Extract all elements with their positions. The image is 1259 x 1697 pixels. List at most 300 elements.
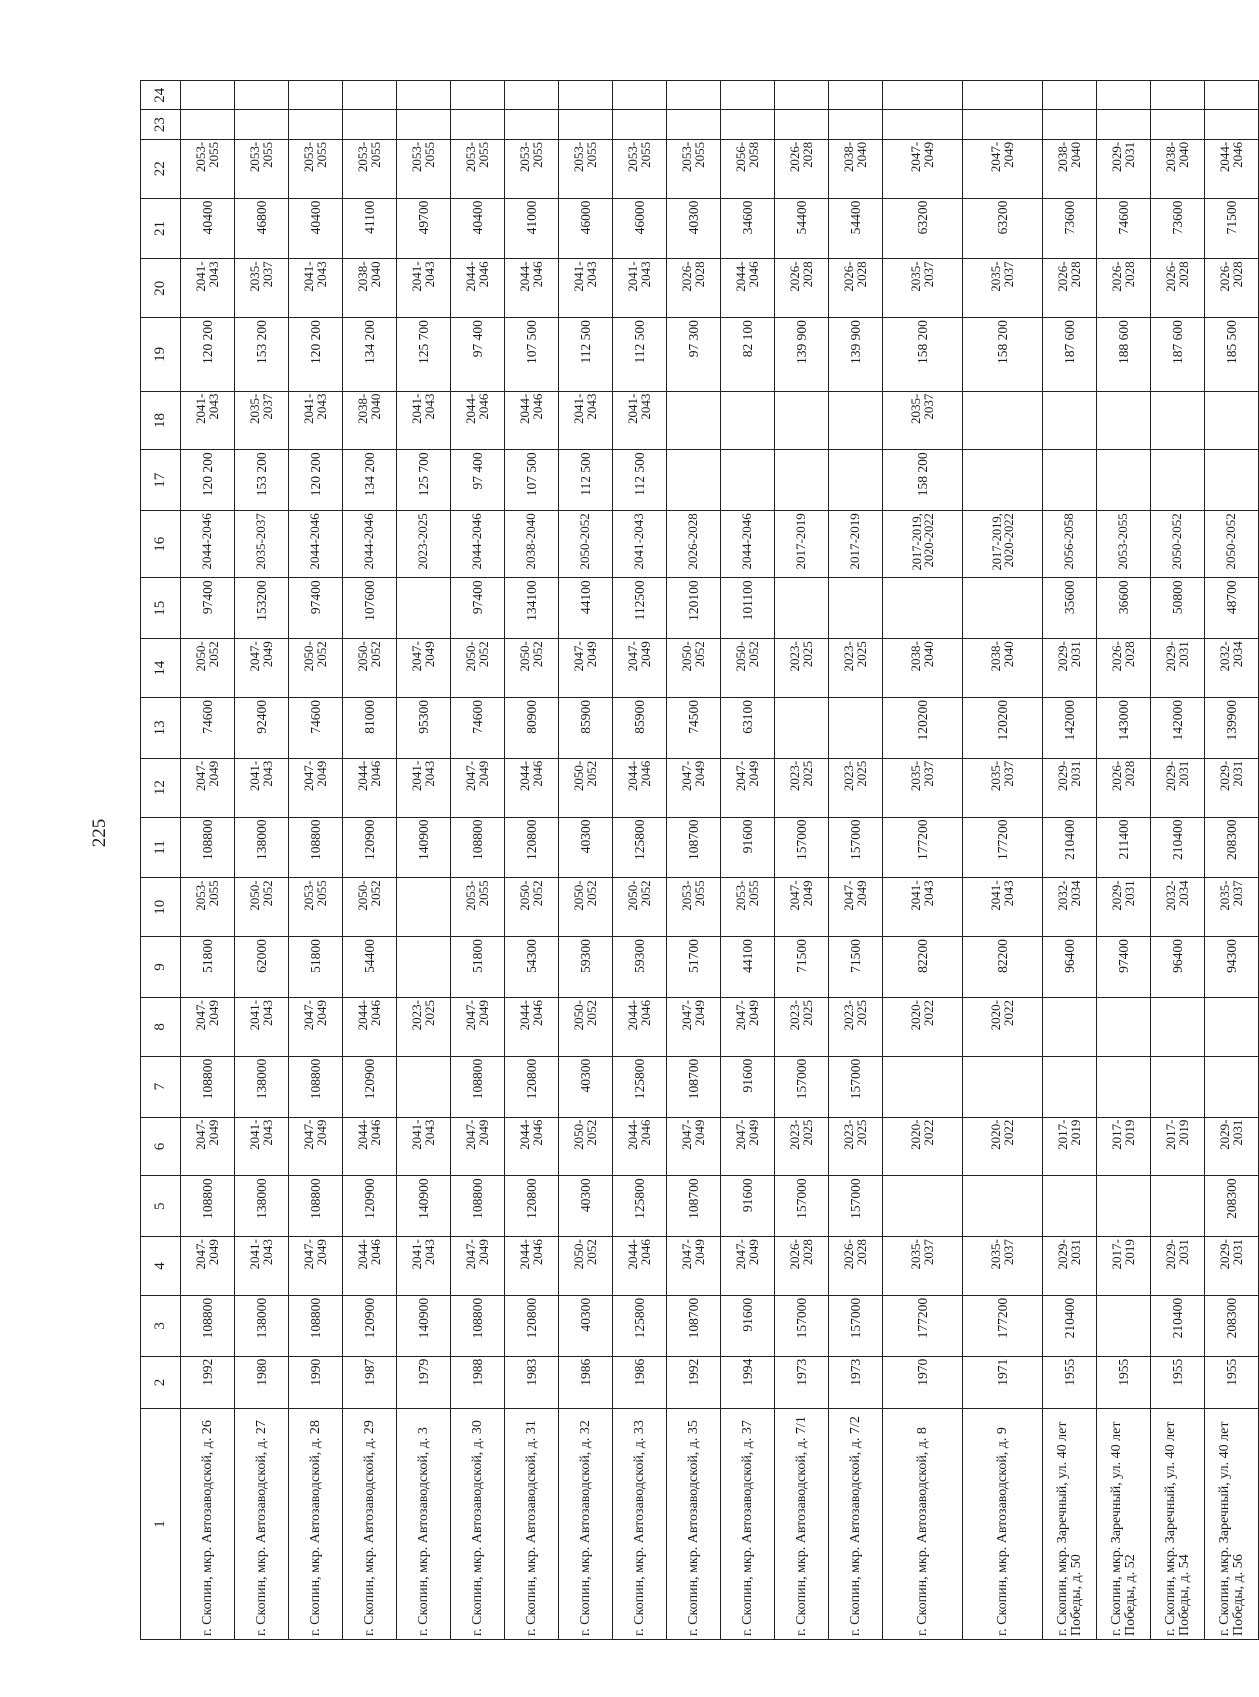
table-cell: 108800 [289, 1056, 343, 1117]
table-cell: 95300 [397, 697, 451, 758]
table-cell: 2044-2046 [505, 259, 559, 318]
table-cell: 2017-2019 [829, 511, 883, 578]
table-cell: 97400 [289, 578, 343, 639]
table-cell: 120900 [343, 1056, 397, 1117]
table-cell: 139 900 [775, 318, 829, 391]
address-cell: г. Скопин, мкр. Автозаводской, д. 7/2 [829, 1409, 883, 1640]
table-cell [1043, 450, 1097, 511]
table-cell [1151, 391, 1205, 450]
table-cell: 59300 [613, 937, 667, 998]
table-cell: 125 700 [397, 450, 451, 511]
table-cell: 2029-2031 [1205, 1237, 1259, 1296]
table-cell: 2026-2028 [829, 259, 883, 318]
table-cell: 108800 [181, 1056, 235, 1117]
table-cell: 44100 [559, 578, 613, 639]
table-cell: 2047-2049 [181, 1237, 235, 1296]
table-cell: 49700 [397, 198, 451, 259]
table-cell: 2035-2037 [963, 1237, 1043, 1296]
table-cell: 2047-2049 [721, 758, 775, 817]
table-row [829, 81, 883, 1640]
table-cell: 2053-2055 [289, 139, 343, 198]
table-cell: 2041-2043 [397, 259, 451, 318]
table-cell: 73600 [1043, 198, 1097, 259]
table-cell: 2020-2022 [883, 1117, 963, 1176]
table-cell: 2029-2031 [1205, 1117, 1259, 1176]
table-cell: 2026-2028 [775, 259, 829, 318]
table-row [883, 81, 963, 1640]
table-cell: 2044-2046 [613, 997, 667, 1056]
table-cell: 36600 [1097, 578, 1151, 639]
table-cell: 2038-2040 [1151, 139, 1205, 198]
table-cell: 51700 [667, 937, 721, 998]
table-cell: 2029-2031 [1043, 758, 1097, 817]
table-cell: 143000 [1097, 697, 1151, 758]
table-cell: 97400 [1097, 937, 1151, 998]
table-cell: 1983 [505, 1356, 559, 1408]
table-cell: 74600 [181, 697, 235, 758]
table-cell: 2020-2022 [963, 997, 1043, 1056]
table-cell [397, 81, 451, 110]
table-cell [963, 1176, 1043, 1237]
table-cell [397, 110, 451, 139]
table-cell: 2044-2046 [613, 1117, 667, 1176]
table-cell [775, 578, 829, 639]
address-cell: г. Скопин, мкр. Автозаводской, д. 26 [181, 1409, 235, 1640]
table-cell: 97 400 [451, 450, 505, 511]
table-cell [1151, 110, 1205, 139]
table-row [1097, 81, 1151, 1640]
table-cell: 1973 [829, 1356, 883, 1408]
table-cell: 158 200 [883, 450, 963, 511]
table-cell: 108800 [181, 1176, 235, 1237]
table-cell [1205, 81, 1259, 110]
table-cell [1097, 997, 1151, 1056]
table-cell: 2044-2046 [451, 511, 505, 578]
table-cell: 2017-2019 [1151, 1117, 1205, 1176]
table-row [181, 81, 235, 1640]
address-cell: г. Скопин, мкр. Заречный, ул. 40 лет Победы, д. 56 [1205, 1409, 1259, 1640]
table-cell: 153 200 [235, 318, 289, 391]
table-cell: 94300 [1205, 937, 1259, 998]
table-cell [829, 578, 883, 639]
table-cell: 138000 [235, 1176, 289, 1237]
table-cell: 2047-2049 [289, 1117, 343, 1176]
table-cell [235, 81, 289, 110]
table-row [343, 81, 397, 1640]
table-cell: 108700 [667, 1295, 721, 1356]
table-cell: 138000 [235, 817, 289, 878]
table-cell: 2041-2043 [235, 1237, 289, 1296]
address-cell: г. Скопин, мкр. Автозаводской, д. 7/1 [775, 1409, 829, 1640]
table-cell: 2053-2055 [235, 139, 289, 198]
table-cell: 177200 [963, 817, 1043, 878]
table-cell: 210400 [1151, 1295, 1205, 1356]
table-cell [963, 81, 1043, 110]
table-cell: 46000 [559, 198, 613, 259]
table-cell: 1990 [289, 1356, 343, 1408]
table-cell: 2047-2049 [613, 639, 667, 698]
table-cell: 177200 [963, 1295, 1043, 1356]
table-cell [1205, 997, 1259, 1056]
address-cell: г. Скопин, мкр. Автозаводской, д. 9 [963, 1409, 1043, 1640]
table-cell: 2044-2046 [505, 997, 559, 1056]
table-cell: 2053-2055 [505, 139, 559, 198]
table-row [235, 81, 289, 1640]
table-cell [1043, 391, 1097, 450]
table-cell: 2047-2049 [289, 758, 343, 817]
table-cell: 2029-2031 [1151, 639, 1205, 698]
table-cell: 2029-2031 [1151, 758, 1205, 817]
table-cell: 157000 [829, 1176, 883, 1237]
column-number-cell: 22 [141, 139, 181, 198]
table-cell: 1992 [667, 1356, 721, 1408]
table-cell: 120900 [343, 1176, 397, 1237]
table-row [559, 81, 613, 1640]
table-cell: 1971 [963, 1356, 1043, 1408]
table-cell: 177200 [883, 817, 963, 878]
table-cell: 2026-2028 [1043, 259, 1097, 318]
table-cell: 2026-2028 [1205, 259, 1259, 318]
table-cell: 2053-2055 [559, 139, 613, 198]
table-cell: 2047-2049 [397, 639, 451, 698]
table-cell: 2026-2028 [667, 259, 721, 318]
table-cell: 2038-2040 [963, 639, 1043, 698]
table-cell: 46000 [613, 198, 667, 259]
table-cell [1097, 391, 1151, 450]
table-cell: 71500 [829, 937, 883, 998]
table-cell: 2047-2049 [667, 1117, 721, 1176]
table-cell [397, 937, 451, 998]
table-cell [397, 878, 451, 937]
table-cell: 2044-2046 [505, 758, 559, 817]
table-cell: 125800 [613, 1056, 667, 1117]
table-cell: 2032-2034 [1151, 878, 1205, 937]
table-cell: 2017-2019 [775, 511, 829, 578]
table-cell: 2047-2049 [289, 1237, 343, 1296]
table-cell: 50800 [1151, 578, 1205, 639]
table-cell: 140900 [397, 1295, 451, 1356]
table-cell: 2029-2031 [1151, 1237, 1205, 1296]
table-cell: 120 200 [289, 450, 343, 511]
table-cell: 96400 [1043, 937, 1097, 998]
table-cell: 2044-2046 [451, 391, 505, 450]
table-cell: 2035-2037 [1205, 878, 1259, 937]
table-cell: 2047-2049 [559, 639, 613, 698]
table-cell: 177200 [883, 1295, 963, 1356]
table-cell: 2053-2055 [451, 878, 505, 937]
table-cell: 120 200 [181, 318, 235, 391]
table-cell: 2035-2037 [963, 758, 1043, 817]
table-cell: 2047-2049 [181, 758, 235, 817]
table-cell: 2047-2049 [235, 639, 289, 698]
table-cell: 2050-2052 [343, 639, 397, 698]
table-cell: 2044-2046 [181, 511, 235, 578]
table-cell [1205, 110, 1259, 139]
table-cell [829, 81, 883, 110]
table-cell: 59300 [559, 937, 613, 998]
table-cell [775, 697, 829, 758]
table-cell: 74600 [451, 697, 505, 758]
address-cell: г. Скопин, мкр. Заречный, ул. 40 лет Победы, д. 50 [1043, 1409, 1097, 1640]
table-cell: 2026-2028 [1097, 758, 1151, 817]
table-cell [721, 81, 775, 110]
table-row [1043, 81, 1097, 1640]
table-cell: 125800 [613, 1176, 667, 1237]
rotated-table-container [140, 80, 1246, 1640]
table-cell: 120900 [343, 1295, 397, 1356]
table-cell: 2047-2049 [667, 758, 721, 817]
table-cell: 44100 [721, 937, 775, 998]
table-cell: 1973 [775, 1356, 829, 1408]
table-cell: 2029-2031 [1097, 878, 1151, 937]
table-cell: 2038-2040 [343, 391, 397, 450]
table-cell: 2023-2025 [829, 1117, 883, 1176]
table-cell: 40400 [181, 198, 235, 259]
table-cell: 2041-2043 [397, 1237, 451, 1296]
column-number-cell: 12 [141, 758, 181, 817]
column-number-cell: 3 [141, 1295, 181, 1356]
table-row [613, 81, 667, 1640]
table-cell: 134 200 [343, 450, 397, 511]
table-cell: 2023-2025 [397, 511, 451, 578]
table-cell: 2026-2028 [775, 139, 829, 198]
table-cell: 140900 [397, 817, 451, 878]
address-cell: г. Скопин, мкр. Автозаводской, д. 33 [613, 1409, 667, 1640]
table-cell: 125800 [613, 1295, 667, 1356]
table-cell: 1986 [559, 1356, 613, 1408]
table-cell: 2050-2052 [559, 511, 613, 578]
table-cell: 80900 [505, 697, 559, 758]
table-cell: 2017-2019 [1043, 1117, 1097, 1176]
column-number-cell: 11 [141, 817, 181, 878]
column-number-cell: 14 [141, 639, 181, 698]
table-cell: 1980 [235, 1356, 289, 1408]
table-cell: 2041-2043 [235, 997, 289, 1056]
address-cell: г. Скопин, мкр. Заречный, ул. 40 лет Победы, д. 54 [1151, 1409, 1205, 1640]
table-cell [1205, 391, 1259, 450]
table-cell: 157000 [829, 1295, 883, 1356]
table-cell [721, 391, 775, 450]
table-cell: 97400 [181, 578, 235, 639]
table-cell: 2050-2052 [1205, 511, 1259, 578]
table-cell [1205, 450, 1259, 511]
table-cell: 63200 [963, 198, 1043, 259]
table-cell: 85900 [559, 697, 613, 758]
table-cell: 2041-2043 [397, 391, 451, 450]
table-cell: 108800 [289, 1176, 343, 1237]
table-cell: 2041-2043 [289, 259, 343, 318]
table-cell: 2026-2028 [829, 1237, 883, 1296]
table-cell: 2047-2049 [181, 1117, 235, 1176]
table-cell [1097, 1056, 1151, 1117]
address-cell: г. Скопин, мкр. Автозаводской, д. 37 [721, 1409, 775, 1640]
table-cell: 2026-2028 [667, 511, 721, 578]
table-cell: 2047-2049 [451, 758, 505, 817]
table-cell [1043, 1056, 1097, 1117]
table-cell [613, 110, 667, 139]
table-cell: 2023-2025 [775, 997, 829, 1056]
column-number-cell: 19 [141, 318, 181, 391]
table-cell: 1955 [1043, 1356, 1097, 1408]
table-cell: 2044-2046 [505, 391, 559, 450]
table-cell: 97 400 [451, 318, 505, 391]
table-cell: 2020-2022 [963, 1117, 1043, 1176]
table-cell: 82200 [963, 937, 1043, 998]
table-cell: 2038-2040 [343, 259, 397, 318]
table-cell: 2035-2037 [235, 259, 289, 318]
table-cell: 120800 [505, 1176, 559, 1237]
table-cell: 2050-2052 [505, 878, 559, 937]
table-cell: 2044-2046 [721, 259, 775, 318]
table-cell: 2050-2052 [559, 1237, 613, 1296]
table-cell: 2053-2055 [343, 139, 397, 198]
table-cell: 2047-2049 [721, 997, 775, 1056]
table-cell: 211400 [1097, 817, 1151, 878]
table-cell [883, 110, 963, 139]
table-cell: 48700 [1205, 578, 1259, 639]
table-cell: 1955 [1205, 1356, 1259, 1408]
table-cell [963, 578, 1043, 639]
table-cell: 2050-2052 [181, 639, 235, 698]
address-cell: г. Скопин, мкр. Автозаводской, д. 29 [343, 1409, 397, 1640]
table-cell: 2050-2052 [559, 997, 613, 1056]
table-cell: 46800 [235, 198, 289, 259]
column-number-cell: 4 [141, 1237, 181, 1296]
table-cell: 54400 [775, 198, 829, 259]
table-cell: 2035-2037 [235, 391, 289, 450]
table-cell: 2044-2046 [343, 1117, 397, 1176]
table-cell [775, 110, 829, 139]
table-cell: 2050-2052 [613, 878, 667, 937]
table-cell: 2050-2052 [559, 1117, 613, 1176]
table-cell: 108700 [667, 1176, 721, 1237]
table-cell: 91600 [721, 817, 775, 878]
table-cell: 101100 [721, 578, 775, 639]
table-cell [397, 578, 451, 639]
table-cell: 1955 [1151, 1356, 1205, 1408]
table-cell [343, 81, 397, 110]
column-number-cell: 23 [141, 110, 181, 139]
table-cell: 1986 [613, 1356, 667, 1408]
table-cell: 41100 [343, 198, 397, 259]
table-cell: 2044-2046 [1205, 139, 1259, 198]
table-cell: 2050-2052 [289, 639, 343, 698]
table-cell: 2023-2025 [397, 997, 451, 1056]
table-cell [451, 110, 505, 139]
table-cell [1043, 997, 1097, 1056]
table-cell: 2053-2055 [397, 139, 451, 198]
column-number-cell: 20 [141, 259, 181, 318]
table-cell: 2041-2043 [559, 391, 613, 450]
table-cell: 153200 [235, 578, 289, 639]
table-cell [559, 81, 613, 110]
table-cell: 108700 [667, 1056, 721, 1117]
column-number-cell: 13 [141, 697, 181, 758]
table-cell: 2050-2052 [451, 639, 505, 698]
table-cell: 2023-2025 [829, 639, 883, 698]
table-cell: 2053-2055 [181, 878, 235, 937]
table-cell [235, 110, 289, 139]
table-cell: 2035-2037 [883, 259, 963, 318]
table-cell: 2050-2052 [559, 758, 613, 817]
table-cell: 2041-2043 [397, 1117, 451, 1176]
table-cell: 2041-2043 [559, 259, 613, 318]
table-cell: 2041-2043 [181, 391, 235, 450]
table-row [775, 81, 829, 1640]
address-cell: г. Скопин, мкр. Автозаводской, д. 8 [883, 1409, 963, 1640]
table-row [1205, 81, 1259, 1640]
table-cell: 185 500 [1205, 318, 1259, 391]
table-cell [1151, 997, 1205, 1056]
table-cell: 1988 [451, 1356, 505, 1408]
table-cell [1151, 81, 1205, 110]
table-cell: 34600 [721, 198, 775, 259]
table-cell: 187 600 [1043, 318, 1097, 391]
table-cell: 112 500 [613, 318, 667, 391]
table-cell [181, 110, 235, 139]
table-cell: 125 700 [397, 318, 451, 391]
table-cell [963, 1056, 1043, 1117]
table-cell [289, 110, 343, 139]
table-cell: 74600 [289, 697, 343, 758]
table-cell [451, 81, 505, 110]
table-cell: 108700 [667, 817, 721, 878]
table-cell: 158 200 [883, 318, 963, 391]
table-cell [963, 110, 1043, 139]
table-cell: 2053-2055 [613, 139, 667, 198]
table-cell: 187 600 [1151, 318, 1205, 391]
table-cell [829, 697, 883, 758]
table-cell: 2023-2025 [829, 997, 883, 1056]
table-cell: 153 200 [235, 450, 289, 511]
table-cell: 2047-2049 [775, 878, 829, 937]
table-cell: 2053-2055 [667, 878, 721, 937]
table-cell [721, 450, 775, 511]
table-cell: 2038-2040 [1043, 139, 1097, 198]
table-cell: 108800 [181, 1295, 235, 1356]
table-cell: 2035-2037 [963, 259, 1043, 318]
table-cell [1151, 450, 1205, 511]
table-cell [505, 81, 559, 110]
table-cell [883, 1176, 963, 1237]
table-cell: 2056-2058 [721, 139, 775, 198]
table-cell: 210400 [1043, 1295, 1097, 1356]
column-number-cell: 2 [141, 1356, 181, 1408]
table-cell: 97400 [451, 578, 505, 639]
table-cell: 2050-2052 [559, 878, 613, 937]
table-cell: 91600 [721, 1056, 775, 1117]
table-cell: 2038-2040 [505, 511, 559, 578]
table-cell: 2035-2037 [235, 511, 289, 578]
table-cell: 2056-2058 [1043, 511, 1097, 578]
table-cell: 138000 [235, 1056, 289, 1117]
column-number-cell: 6 [141, 1117, 181, 1176]
table-cell: 40300 [559, 1176, 613, 1237]
table-cell: 2029-2031 [1043, 639, 1097, 698]
table-cell: 108800 [451, 1295, 505, 1356]
table-cell [775, 450, 829, 511]
table-cell: 157000 [775, 1056, 829, 1117]
table-cell [505, 110, 559, 139]
table-cell: 2053-2055 [721, 878, 775, 937]
table-cell [963, 391, 1043, 450]
table-cell: 2053-2055 [451, 139, 505, 198]
column-number-cell: 7 [141, 1056, 181, 1117]
table-cell: 125800 [613, 817, 667, 878]
table-cell: 2041-2043 [289, 391, 343, 450]
table-cell [775, 81, 829, 110]
table-cell [1043, 81, 1097, 110]
